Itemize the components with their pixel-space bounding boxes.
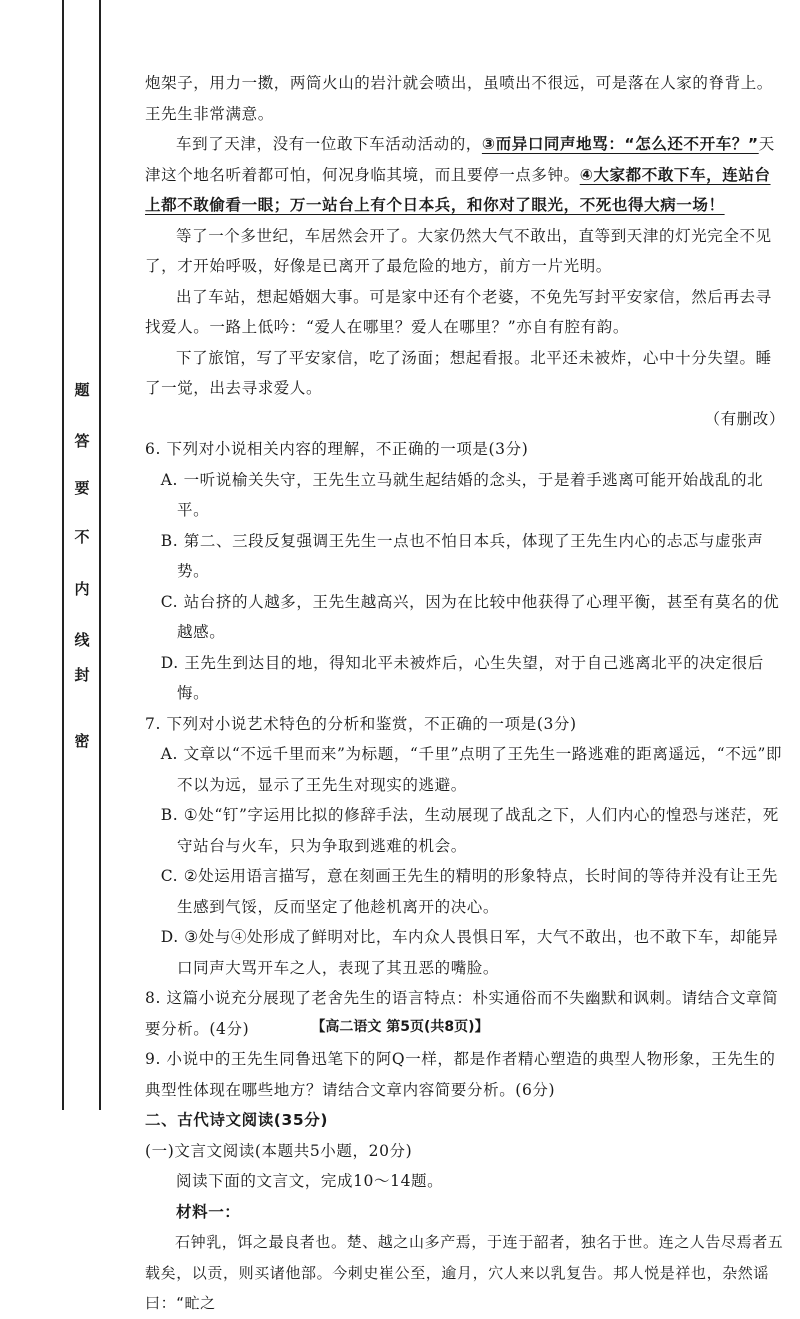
seal-char-6: 要 bbox=[74, 479, 90, 497]
section-2-title: 二、古代诗文阅读(35分) bbox=[145, 1111, 329, 1129]
question-7-option-c: C. ②处运用语言描写，意在刻画王先生的精明的形象特点，长时间的等待并没有让王先生感到气馁，反而坚定了他趁机离开的决心。 bbox=[160, 867, 778, 916]
passage-paragraph-5: 下了旅馆，写了平安家信，吃了汤面；想起看报。北平还未被炸，心中十分失望。睡了一觉，出去寻求爱人。 bbox=[145, 348, 772, 397]
passage-paragraph-1: 炮架子，用力一擞，两筒火山的岩汁就会喷出，虽喷出不很远，可是落在人家的脊背上。王先生非常满意。 bbox=[145, 74, 773, 123]
page-content bbox=[145, 68, 785, 1319]
seal-char-3: 线 bbox=[74, 631, 90, 649]
seal-char-8: 题 bbox=[74, 381, 90, 399]
question-7-option-a: A. 文章以“不远千里而来”为标题，“千里”点明了王先生一路逃难的距离遥远，“不远”即不以为远，显示了王先生对现实的逃避。 bbox=[160, 745, 783, 794]
margin-line-outer bbox=[62, 0, 64, 1110]
material-1-title: 材料一： bbox=[176, 1202, 241, 1221]
material-1-text: 石钟乳，饵之最良者也。楚、越之山多产焉，于连于韶者，独名于世。连之人告尽焉者五载矣，以贡，则买诸他部。今刺史崔公至，逾月，穴人来以乳复告。邦人悦是祥也，杂然谣曰：“甿之 bbox=[145, 1233, 784, 1312]
passage-paragraph-4: 出了车站，想起婚姻大事。可是家中还有个老婆，不免先写封平安家信，然后再去寻找爱人。一路上低吟：“爱人在哪里？爱人在哪里？”亦自有腔有韵。 bbox=[145, 287, 772, 336]
question-6-option-d: D. 王先生到达目的地，得知北平未被炸后，心生失望，对于自己逃离北平的决定很后悔。 bbox=[160, 653, 764, 702]
passage-paragraph-3: 等了一个多世纪，车居然会开了。大家仍然大气不敢出，直等到天津的灯光完全不见了，才开始呼吸，好像是已离开了最危险的地方，前方一片光明。 bbox=[145, 226, 772, 275]
seal-char-4: 内 bbox=[74, 580, 90, 598]
passage-paragraph-2-c: 天津这个地名听着都可怕，何况身临其境，而且要停一点多钟。 bbox=[145, 135, 775, 184]
question-6-option-c: C. 站台挤的人越多，王先生越高兴，因为在比较中他获得了心理平衡，甚至有莫名的优越感。 bbox=[160, 592, 780, 641]
reading-instruction: 阅读下面的文言文，完成10～14题。 bbox=[176, 1172, 444, 1190]
question-6-option-a: A. 一听说榆关失守，王先生立马就生起结婚的念头，于是着手逃离可能开始战乱的北平。 bbox=[160, 470, 764, 519]
seal-char-1: 密 bbox=[74, 732, 90, 750]
marked-sentence-3: ③而异口同声地骂：“怎么还不开车？” bbox=[481, 135, 759, 153]
question-6-stem: 6. 下列对小说相关内容的理解，不正确的一项是(3分) bbox=[145, 440, 529, 458]
passage-paragraph-2 bbox=[145, 129, 785, 221]
source-note: （有删改） bbox=[704, 409, 785, 428]
question-7-option-d: D. ③处与④处形成了鲜明对比，车内众人畏惧日军，大气不敢出，也不敢下车，却能异口同声大骂开车之人，表现了其丑恶的嘴脸。 bbox=[160, 928, 779, 977]
seal-char-7: 答 bbox=[74, 432, 90, 450]
seal-char-5: 不 bbox=[74, 528, 90, 546]
question-9: 9. 小说中的王先生同鲁迅笔下的阿Q一样，都是作者精心塑造的典型人物形象，王先生的典型性体现在哪些地方？请结合文章内容简要分析。(6分) bbox=[145, 1050, 776, 1099]
section-2-subtitle: (一)文言文阅读(本题共5小题，20分) bbox=[145, 1141, 413, 1160]
question-7-stem: 7. 下列对小说艺术特色的分析和鉴赏，不正确的一项是(3分) bbox=[145, 714, 577, 733]
question-6-option-b: B. 第二、三段反复强调王先生一点也不怕日本兵，体现了王先生内心的忐忑与虚张声势。 bbox=[160, 531, 764, 580]
passage-paragraph-2-a: 车到了天津，没有一位敢下车活动活动的， bbox=[176, 135, 482, 153]
page-footer: 【高二语文 第5页(共8页)】 bbox=[311, 1019, 489, 1035]
seal-char-2: 封 bbox=[74, 666, 90, 684]
margin-line-inner bbox=[99, 0, 101, 1110]
question-7-option-b: B. ①处“钉”字运用比拟的修辞手法，生动展现了战乱之下，人们内心的惶恐与迷茫，死守站台与火车，只为争取到逃难的机会。 bbox=[160, 806, 779, 855]
question-8: 8. 这篇小说充分展现了老舍先生的语言特点：朴实通俗而不失幽默和讽刺。请结合文章简要分析。(4分) bbox=[145, 989, 779, 1038]
marked-sentence-4: ④大家都不敢下车，连站台上都不敢偷看一眼；万一站台上有个日本兵，和你对了眼光，不死也得大病一场！ bbox=[145, 165, 771, 214]
